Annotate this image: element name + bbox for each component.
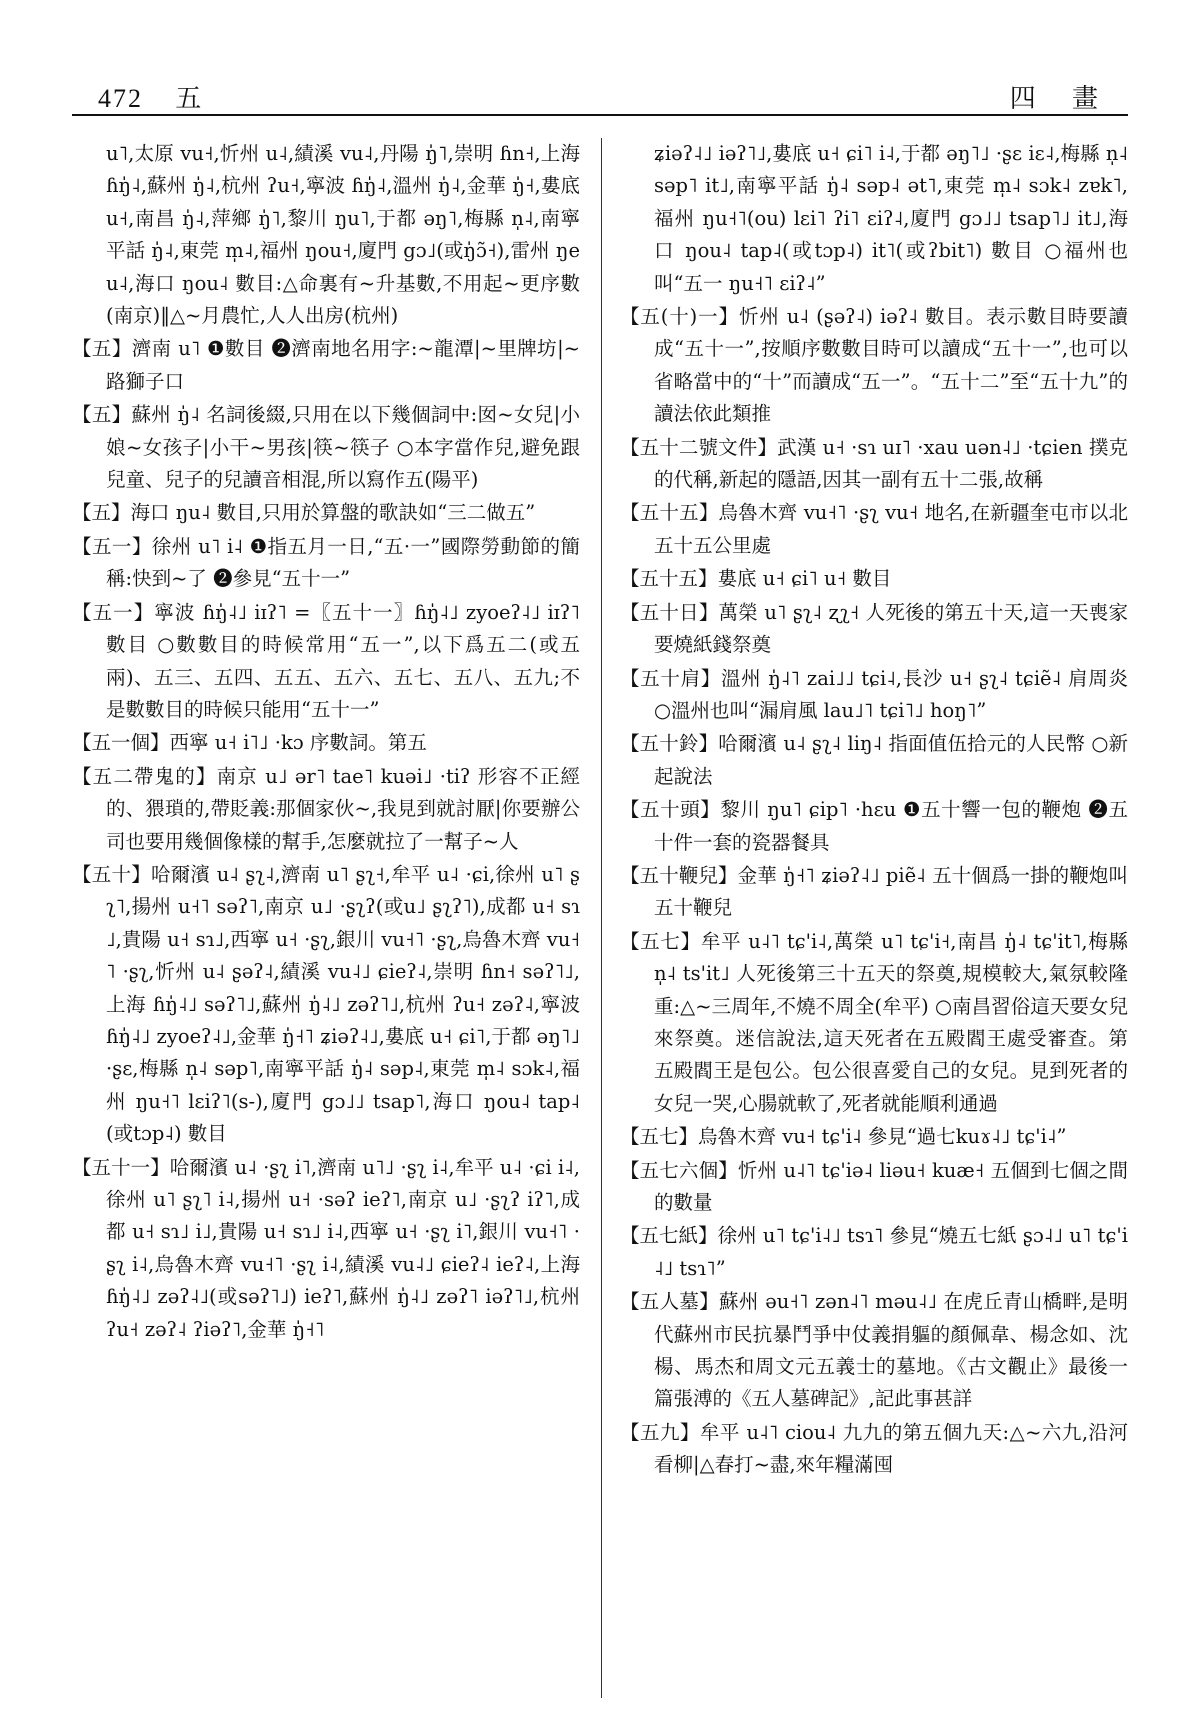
dictionary-entry: 【五十二號文件】武漢 u˧ ·sɿ uɪ˥ ·xau uən˨˩ ·tɕien 撲克的代稱,新起的隱語,因其一副有五十二張,故稱 [620, 435, 1128, 492]
dictionary-entry: 【五一】徐州 u˥ i˨ ❶指五月一日,“五·一”國際勞動節的簡稱:快到~了 ❷參見“五十一” [72, 534, 580, 591]
stroke-count-label: 四 畫 [1009, 84, 1112, 114]
dictionary-entry: 【五(十)一】忻州 u˨ (ʂəʔ˨) iəʔ˨ 數目。表示數目時要讀成“五十一”,按順序數數目時可以讀成“五十一”,也可以省略當中的“十”而讀成“五一”。“五十二”至“五十九”的讀法依此類推 [620, 305, 1128, 426]
dictionary-entry: 【五】濟南 u˥ ❶數目 ❷濟南地名用字:~龍潭|~里牌坊|~路獅子口 [72, 337, 580, 393]
dictionary-entry: 【五十鈴】哈爾濱 u˨ ʂʅ˨ liŋ˨ 指面值伍拾元的人民幣 ○新起說法 [620, 732, 1128, 788]
dictionary-entry: 【五九】牟平 u˨˥ ciou˨ 九九的第五個九天:△~六九,沿河看柳|△春打~盡,來年糧滿囤 [620, 1420, 1128, 1477]
dictionary-entry: 【五一】寧波 ɦŋ̍˨˩ iɪʔ˥ =〖五十一〗ɦŋ̍˨˩ zyoeʔ˨˩ iɪʔ˥ 數目 ○數數目的時候常用“五一”,以下爲五二(或五兩)、五三、五四、五五、五六、五七、五八、五九;不是數數目的時候只能用“五十一” [72, 600, 580, 721]
dictionary-entry: 【五七】烏魯木齊 vu˧ tɕ'i˨ 參見“過七kuɤ˨˩ tɕ'i˨” [620, 1125, 1067, 1149]
dictionary-entry: 【五十五】婁底 u˧ ɕi˥ u˧ 數目 [620, 567, 892, 591]
dictionary-entry: 【五十日】萬榮 u˥ ʂʅ˨ ʐʅ˧ 人死後的第五十天,這一天喪家要燒紙錢祭奠 [620, 600, 1128, 657]
dictionary-entry: 【五十五】烏魯木齊 vu˧˥ ·ʂʅ vu˧ 地名,在新疆奎屯市以北五十五公里處 [620, 501, 1128, 557]
right-column [620, 138, 1128, 1698]
dictionary-entry: 【五人墓】蘇州 əu˧˥ zən˨˥ məu˨˩ 在虎丘青山橋畔,是明代蘇州市民抗暴鬥爭中仗義捐軀的顏佩韋、楊念如、沈楊、馬杰和周文元五義士的墓地。《古文觀止》最後一篇張溥的《五人墓碑記》,記此事甚詳 [620, 1290, 1128, 1411]
dictionary-entry: 【五一個】西寧 u˧ i˥˩ ·kɔ 序數詞。第五 [72, 731, 427, 755]
dictionary-entry: 【五十頭】黎川 ŋu˥ ɕip˥ ·hɛu ❶五十響一包的鞭炮 ❷五十件一套的瓷器餐具 [620, 798, 1128, 854]
dictionary-entry: 【五十肩】溫州 ŋ̍˨˥ zai˩˩ tɕi˨,長沙 u˧ ʂʅ˨ tɕiẽ˨ 肩周炎 ○溫州也叫“漏肩風 lau˩˥ tɕi˥˩ hoŋ˥” [620, 666, 1128, 722]
dictionary-entry: 【五】海口 ŋu˨ 數目,只用於算盤的歌訣如“三二做五” [72, 501, 536, 525]
column-divider [601, 138, 602, 1698]
dictionary-entry: 【五十一】哈爾濱 u˨ ·ʂʅ i˥,濟南 u˥˩ ·ʂʅ i˨,牟平 u˨ ·ɕi i˨,徐州 u˥ ʂʅ˥ i˨,揚州 u˧ ·səʔ ieʔ˥,南京 u˩ ·ʂʅʔ iʔ˥,成都 u˧ sɿ˩ i˩,貴陽 u˧ sɿ˩ i˨,西寧 u˧ ·ʂʅ i˥,銀川 vu˧˥ ·ʂʅ i˨,烏魯木齊 vu˧˥ ·ʂʅ i˨,績溪 vu˨˩ ɕieʔ˨ ieʔ˨,上海 ɦŋ̍˨˩ zəʔ˨˩(或səʔ˥˩) ieʔ˥,蘇州 ŋ̍˨˩ zəʔ˥ iəʔ˥˩,杭州 ʔu˧ zəʔ˨ ʔiəʔ˥,金華 ŋ̍˧˥ [72, 1155, 580, 1341]
dictionary-entry: 【五十鞭兒】金華 ŋ̍˧˥ ʑiəʔ˨˩ piẽ˨ 五十個爲一掛的鞭炮叫五十鞭兒 [620, 863, 1128, 920]
dictionary-entry: 【五七】牟平 u˨˥ tɕ'i˨,萬榮 u˥ tɕ'i˧,南昌 ŋ̍˨ tɕ'it˥,梅縣 n̩˨ ts'it˩ 人死後第三十五天的祭奠,規模較大,氣氛較隆重:△~三周年,不燒不周全(牟平) ○南昌習俗這天要女兒來祭奠。迷信說法,這天死者在五殿閻王處受審查。第五殿閻王是包公。包公很喜愛自己的女兒。見到死者的女兒一哭,心腸就軟了,死者就能順利通過 [620, 929, 1128, 1115]
page-header [72, 74, 1128, 116]
left-column [72, 138, 580, 1698]
dictionary-entry: 【五二帶鬼的】南京 u˩ ər˥ tae˥ kuəi˩ ·tiʔ 形容不正經的、猥瑣的,帶貶義:那個家伙~,我見到就討厭|你要辦公司也要用幾個像樣的幫手,怎麼就拉了一幫子~人 [72, 764, 580, 853]
dictionary-entry: 【五十】哈爾濱 u˨ ʂʅ˨,濟南 u˥ ʂʅ˧,牟平 u˨ ·ɕi,徐州 u˥ ʂʅ˥,揚州 u˧˥ səʔ˥,南京 u˩ ·ʂʅʔ(或u˩ ʂʅʔ˥),成都 u˧ sɿ˩,貴陽 u˧ sɿ˩,西寧 u˧ ·ʂʅ,銀川 vu˧˥ ·ʂʅ,烏魯木齊 vu˧˥ ·ʂʅ,忻州 u˨ ʂəʔ˨,績溪 vu˨˩ ɕieʔ˨,崇明 ɦn˧ səʔ˥˩,上海 ɦŋ̍˨˩ səʔ˥˩,蘇州 ŋ̍˨˩ zəʔ˥˩,杭州 ʔu˧ zəʔ˨,寧波 ɦŋ̍˨˩ zyoeʔ˨˩,金華 ŋ̍˧˥ ʑiəʔ˨˩,婁底 u˧ ɕi˥,于都 əŋ˥˩ ·ʂɛ,梅縣 n̩˨ səp˥,南寧平話 ŋ̍˨ səp˨,東莞 m̩˨ sɔk˨,福州 ŋu˧˥ lɛiʔ˥(s-),廈門 gɔ˩˩ tsap˥,海口 ŋou˨ tap˨(或tɔp˨) 數目 [72, 862, 580, 1146]
dictionary-entry: ʑiəʔ˨˩ iəʔ˥˩,婁底 u˧ ɕi˥ i˨,于都 əŋ˥˩ ·ʂɛ iɛ˨,梅縣 n̩˨ səp˥ it˩,南寧平話 ŋ̍˨ səp˨ ət˥,東莞 m̩˨ sɔk˨ zɐk˥,福州 ŋu˧˥(ou) lɛi˥ ʔi˥ ɛiʔ˨,廈門 gɔ˩˩ tsap˥˩ it˩,海口 ŋou˨ tap˨(或tɔp˨) it˥(或ʔbit˥) 數目 ○福州也叫“五一 ŋu˧˥ ɛiʔ˨” [654, 142, 1128, 295]
page-number: 472 [98, 84, 143, 113]
dictionary-entry: 【五】蘇州 ŋ̍˨ 名詞後綴,只用在以下幾個詞中:囡~女兒|小娘~女孩子|小干~男孩|筷~筷子 ○本字當作兒,避免跟兒童、兒子的兒讀音相混,所以寫作五(陽平) [72, 403, 580, 492]
dictionary-entry: 【五七六個】忻州 u˨˥ tɕ'iə˨ liəu˧ kuæ˧ 五個到七個之間的數量 [620, 1158, 1128, 1214]
section-character: 五 [175, 84, 204, 114]
header-left [98, 78, 203, 115]
dictionary-entry: 【五七紙】徐州 u˥ tɕ'i˨˩ tsɿ˥ 參見“燒五七紙 ʂɔ˨˩ u˥ tɕ'i˨˩ tsɿ˥” [620, 1224, 1128, 1280]
dictionary-entry: u˥,太原 vu˧,忻州 u˨,績溪 vu˨,丹陽 ŋ̍˥,崇明 ɦn˧,上海 ɦŋ̍˨,蘇州 ŋ̍˨,杭州 ʔu˧,寧波 ɦŋ̍˨,溫州 ŋ̍˨,金華 ŋ̍˧,婁底 u˧,南昌 ŋ̍˨,萍鄉 ŋ̍˥,黎川 ŋu˥,于都 əŋ˥,梅縣 n̩˨,南寧平話 ŋ̍˨,東莞 m̩˨,福州 ŋou˧,廈門 gɔ˩(或ŋ̍ɔ̃˧),雷州 ŋeu˨,海口 ŋou˨ 數目:△命裏有~升基數,不用起~更序數(南京)‖△~月農忙,人人出房(杭州) [106, 142, 580, 328]
